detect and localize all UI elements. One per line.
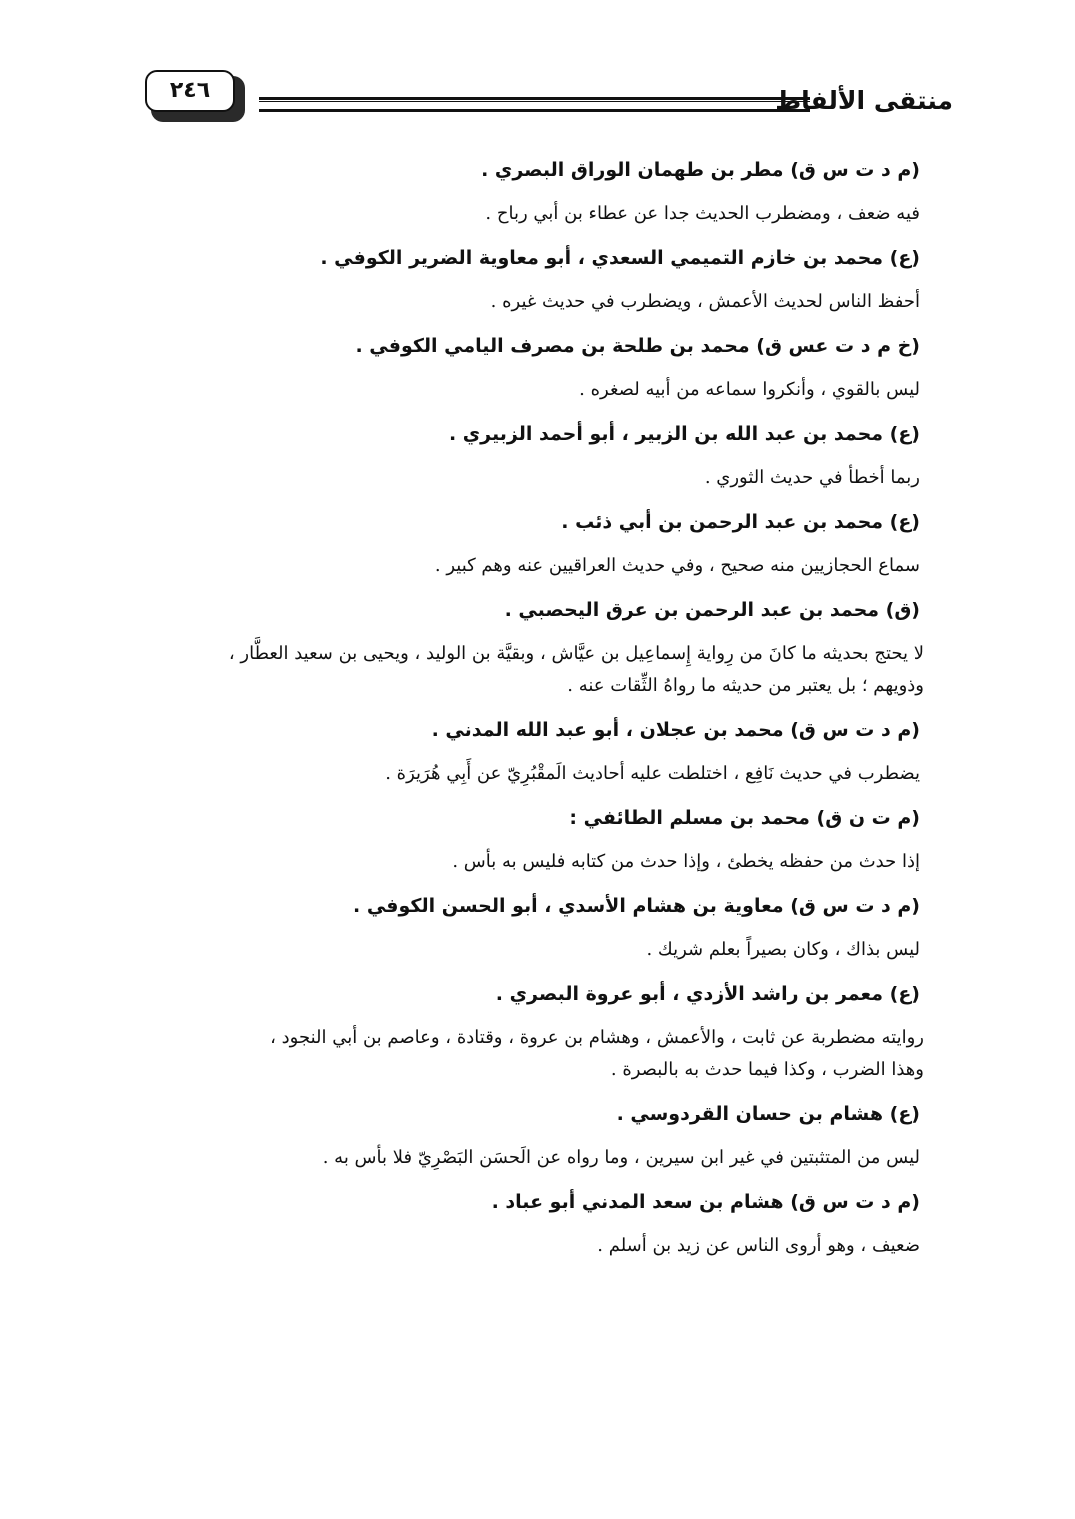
entry-title: (ق) محمد بن عبد الرحمن بن عرق اليحصبي . (504, 599, 920, 621)
entry-title: (ع) معمر بن راشد الأزدي ، أبو عروة البصري . (495, 983, 920, 1005)
header-rule (259, 97, 810, 112)
entry (140, 148, 920, 236)
entry-description: إذا حدث من حفظه يخطئ ، وإذا حدث من كتابه فليس به بأس . (452, 851, 920, 872)
entry (140, 412, 920, 500)
entry-description (100, 632, 924, 708)
entry-title: (ع) محمد بن عبد الله بن الزبير ، أبو أحمد الزبيري . (448, 423, 920, 445)
entry (140, 1180, 920, 1268)
entry-title: (ع) محمد بن عبد الرحمن بن أبي ذئب . (561, 511, 920, 533)
entry-description: ليس من المتثبتين في غير ابن سيرين ، وما رواه عن الَحسَن البَصْرِيّ فلا بأس به . (322, 1147, 920, 1168)
entry (140, 708, 920, 796)
entry (140, 884, 920, 972)
entry (140, 324, 920, 412)
entry-title: (م د ت س ق) محمد بن عجلان ، أبو عبد الله المدني . (431, 719, 920, 741)
entry-description: سماع الحجازيين منه صحيح ، وفي حديث العراقيين عنه وهم كبير . (434, 555, 920, 576)
entry-description: ربما أخطأ في حديث الثوري . (704, 467, 920, 488)
entry-description: ضعيف ، وهو أروى الناس عن زيد بن أسلم . (597, 1235, 920, 1256)
entry-description: أحفظ الناس لحديث الأعمش ، ويضطرب في حديث غيره . (490, 291, 920, 312)
entry (140, 588, 924, 708)
page-body (140, 148, 924, 1268)
entry (140, 500, 920, 588)
entry-title: (م د ت س ق) هشام بن سعد المدني أبو عباد . (491, 1191, 920, 1213)
entry-description: ليس بالقوي ، وأنكروا سماعه من أبيه لصغره . (579, 379, 920, 400)
entry-title: (ع) هشام بن حسان القردوسي . (616, 1103, 920, 1125)
description-line: روايته مضطربة عن ثابت ، والأعمش ، وهشام بن عروة ، وقتادة ، وعاصم بن أبي النجود ، (270, 1027, 924, 1048)
entry (140, 796, 920, 884)
entry (140, 236, 920, 324)
entry-title: (م د ت س ق) معاوية بن هشام الأسدي ، أبو الحسن الكوفي . (353, 895, 920, 917)
entry-title: (م ت ن ق) محمد بن مسلم الطائفي : (569, 807, 920, 829)
entry-title: (ع) محمد بن خازم التميمي السعدي ، أبو معاوية الضرير الكوفي . (320, 247, 920, 269)
entry-description: ليس بذاك ، وكان بصيراً بعلم شريك . (646, 939, 920, 960)
book-title: منتقى الألفاظ (775, 86, 953, 115)
entry-title: (م د ت س ق) مطر بن طهمان الوراق البصري . (481, 159, 920, 181)
entry-title: (خ م د ت عس ق) محمد بن طلحة بن مصرف اليامي الكوفي . (355, 335, 920, 357)
description-line: وهذا الضرب ، وكذا فيما حدث به بالبصرة . (610, 1059, 924, 1080)
entry-description (100, 1016, 924, 1092)
page-header (115, 70, 953, 132)
page-number: ٢٤٦ (145, 70, 235, 112)
description-line: لا يحتج بحديثه ما كانَ من رِواية إِسماعِيل بن عيَّاش ، وبقيَّة بن الوليد ، ويحيى بن سعيد العطَّار ، (228, 643, 924, 664)
entry-description: فيه ضعف ، ومضطرب الحديث جدا عن عطاء بن أبي رباح . (485, 203, 920, 224)
page-number-box (145, 70, 245, 122)
entry (140, 972, 924, 1092)
description-line: وذويهم ؛ بل يعتبر من حديثه ما رواهُ الثِّقات عنه . (567, 675, 924, 696)
entry (140, 1092, 920, 1180)
entry-description: يضطرب في حديث نَافِع ، اختلطت عليه أحاديث الَمقْبُرِيّ عن أَبِي هُرَيرَة . (385, 763, 920, 784)
